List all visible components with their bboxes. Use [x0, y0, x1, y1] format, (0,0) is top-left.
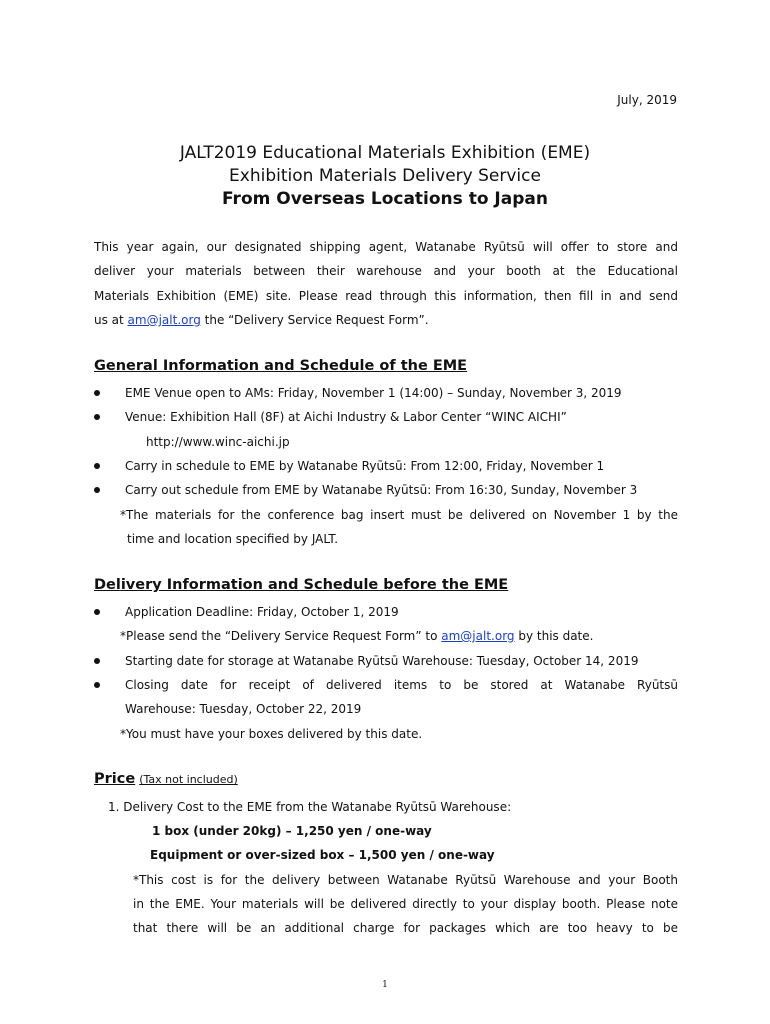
email-link[interactable]: am@jalt.org [127, 313, 201, 327]
price-heading [94, 771, 238, 787]
price-rate-1: 1 box (under 20kg) – 1,250 yen / one-way [152, 824, 432, 838]
delivery-bullet-3 [94, 673, 678, 698]
general-heading: General Information and Schedule of the EME [94, 358, 468, 374]
general-bullet-1 [94, 381, 678, 406]
bullet-text: Application Deadline: Friday, October 1, 2019 [125, 605, 399, 619]
general-bullet-4 [94, 478, 678, 503]
price-note-line-3: that there will be an additional charge for packages which are too heavy to be [133, 921, 678, 935]
intro-line-2: deliver your materials between their warehouse and your booth at the Educational [94, 264, 678, 278]
bullet-dot [94, 487, 100, 493]
email-link[interactable]: am@jalt.org [441, 629, 515, 643]
bullet-dot [94, 463, 100, 469]
delivery-note-2: *You must have your boxes delivered by this date. [120, 727, 423, 741]
general-bullet-3 [94, 454, 678, 479]
title-line-1: JALT2019 Educational Materials Exhibition (EME) [179, 143, 591, 163]
general-note-line-2: time and location specified by JALT. [127, 532, 339, 546]
intro-line-4-post: the “Delivery Service Request Form”. [200, 313, 429, 327]
general-bullet-2 [94, 405, 678, 430]
venue-url[interactable]: http://www.winc-aichi.jp [146, 435, 290, 449]
intro-line-3: Materials Exhibition (EME) site. Please read through this information, then fill in and send [94, 289, 678, 303]
delivery-note-post: by this date. [514, 629, 594, 643]
price-rate-2: Equipment or over-sized box – 1,500 yen / one-way [150, 848, 495, 862]
bullet-dot [94, 682, 100, 688]
intro-line-4-pre: us at [94, 313, 128, 327]
bullet-text: Closing date for receipt of delivered items to be stored at Watanabe Ryūtsū [125, 678, 678, 692]
bullet-text: Carry in schedule to EME by Watanabe Ryūtsū: From 12:00, Friday, November 1 [125, 459, 605, 473]
price-note-line-2: in the EME. Your materials will be delivered directly to your display booth. Please note [133, 897, 678, 911]
general-note-line-1: *The materials for the conference bag insert must be delivered on November 1 by the [120, 508, 678, 522]
bullet-text: EME Venue open to AMs: Friday, November 1 (14:00) – Sunday, November 3, 2019 [125, 386, 622, 400]
bullet-dot [94, 658, 100, 664]
delivery-heading: Delivery Information and Schedule before the EME [94, 577, 509, 593]
page-number: 1 [382, 980, 388, 990]
price-note-line-1: *This cost is for the delivery between Watanabe Ryūtsū Warehouse and your Booth [133, 873, 678, 887]
document-date: July, 2019 [617, 93, 677, 107]
delivery-bullet-2 [94, 649, 678, 674]
bullet-dot [94, 390, 100, 396]
intro-line-4 [94, 308, 429, 333]
intro-line-1: This year again, our designated shipping agent, Watanabe Ryūtsū will offer to store and [94, 240, 678, 254]
delivery-note-1 [120, 624, 593, 649]
delivery-note-pre: *Please send the “Delivery Service Request Form” to [120, 629, 442, 643]
price-subheading: (Tax not included) [139, 773, 238, 786]
title-line-3: From Overseas Locations to Japan [222, 189, 548, 209]
bullet-text: Carry out schedule from EME by Watanabe Ryūtsū: From 16:30, Sunday, November 3 [125, 483, 638, 497]
price-heading-label: Price [94, 771, 136, 787]
bullet-text: Venue: Exhibition Hall (8F) at Aichi Industry & Labor Center “WINC AICHI” [125, 410, 567, 424]
bullet-dot [94, 414, 100, 420]
title-line-2: Exhibition Materials Delivery Service [229, 166, 541, 186]
bullet-dot [94, 609, 100, 615]
price-item-1: 1. Delivery Cost to the EME from the Watanabe Ryūtsū Warehouse: [108, 800, 512, 814]
bullet-text: Starting date for storage at Watanabe Ryūtsū Warehouse: Tuesday, October 14, 2019 [125, 654, 639, 668]
delivery-bullet-1 [94, 600, 678, 625]
delivery-bullet-3-line-2: Warehouse: Tuesday, October 22, 2019 [125, 702, 362, 716]
